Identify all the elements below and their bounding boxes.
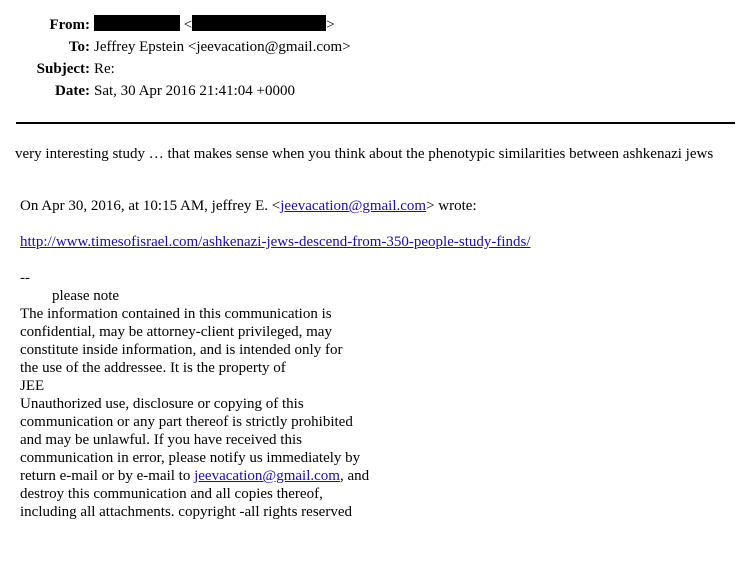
notify-email-link[interactable]: jeevacation@gmail.com xyxy=(194,468,340,484)
please-note-text: please note xyxy=(52,288,120,304)
disclaimer-line: constitute inside information, and is intended only for xyxy=(20,342,343,358)
subject-row xyxy=(0,58,746,80)
to-row xyxy=(0,36,746,58)
quoted-intro-email-link[interactable]: jeevacation@gmail.com xyxy=(280,198,427,214)
disclaimer-line: including all attachments. copyright -all rights reserved xyxy=(20,504,352,520)
disclaimer-line: Unauthorized use, disclosure or copying of this xyxy=(20,396,304,412)
to-label: To: xyxy=(68,39,90,55)
disclaimer-line: confidential, may be attorney-client privileged, may xyxy=(20,324,332,340)
disclaimer-line: communication or any part thereof is strictly prohibited xyxy=(20,414,353,430)
quoted-intro-suffix: > wrote: xyxy=(426,198,477,214)
article-link[interactable]: http://www.timesofisrael.com/ashkenazi-jews-descend-from-350-people-study-finds/ xyxy=(20,234,531,250)
from-close-bracket: > xyxy=(326,17,335,33)
notify-suffix: , and xyxy=(339,468,370,484)
date-label: Date: xyxy=(55,83,90,99)
disclaimer-line: communication in error, please notify us immediately by xyxy=(20,450,361,466)
from-label: From: xyxy=(49,17,90,33)
disclaimer-line: The information contained in this communication is xyxy=(20,306,332,322)
to-value: Jeffrey Epstein <jeevacation@gmail.com> xyxy=(94,39,351,55)
message-body: very interesting study … that makes sense when you think about the phenotypic similarities between ashkenazi jews xyxy=(15,146,714,162)
subject-label: Subject: xyxy=(36,61,90,77)
notify-prefix: return e-mail or by e-mail to xyxy=(20,468,195,484)
from-open-bracket: < xyxy=(183,17,193,33)
from-row xyxy=(0,14,746,36)
header-divider xyxy=(16,122,735,124)
quoted-intro-prefix: On Apr 30, 2016, at 10:15 AM, jeffrey E. < xyxy=(20,198,281,214)
from-value xyxy=(94,14,335,36)
disclaimer-line: destroy this communication and all copies thereof, xyxy=(20,486,323,502)
disclaimer-notify-line xyxy=(20,467,369,485)
subject-value: Re: xyxy=(94,61,115,77)
email-header xyxy=(0,14,746,102)
quoted-intro xyxy=(20,197,735,215)
disclaimer-line: and may be unlawful. If you have received this xyxy=(20,432,302,448)
signature-separator: -- xyxy=(20,270,30,286)
article-link-line xyxy=(20,233,531,251)
date-value: Sat, 30 Apr 2016 21:41:04 +0000 xyxy=(94,83,295,99)
disclaimer-line: JEE xyxy=(20,378,45,394)
disclaimer-line: the use of the addressee. It is the property of xyxy=(20,360,286,376)
signature-footer xyxy=(20,269,369,521)
redacted-sender-email xyxy=(192,15,326,31)
date-row xyxy=(0,80,746,102)
redacted-sender-name xyxy=(94,15,180,31)
